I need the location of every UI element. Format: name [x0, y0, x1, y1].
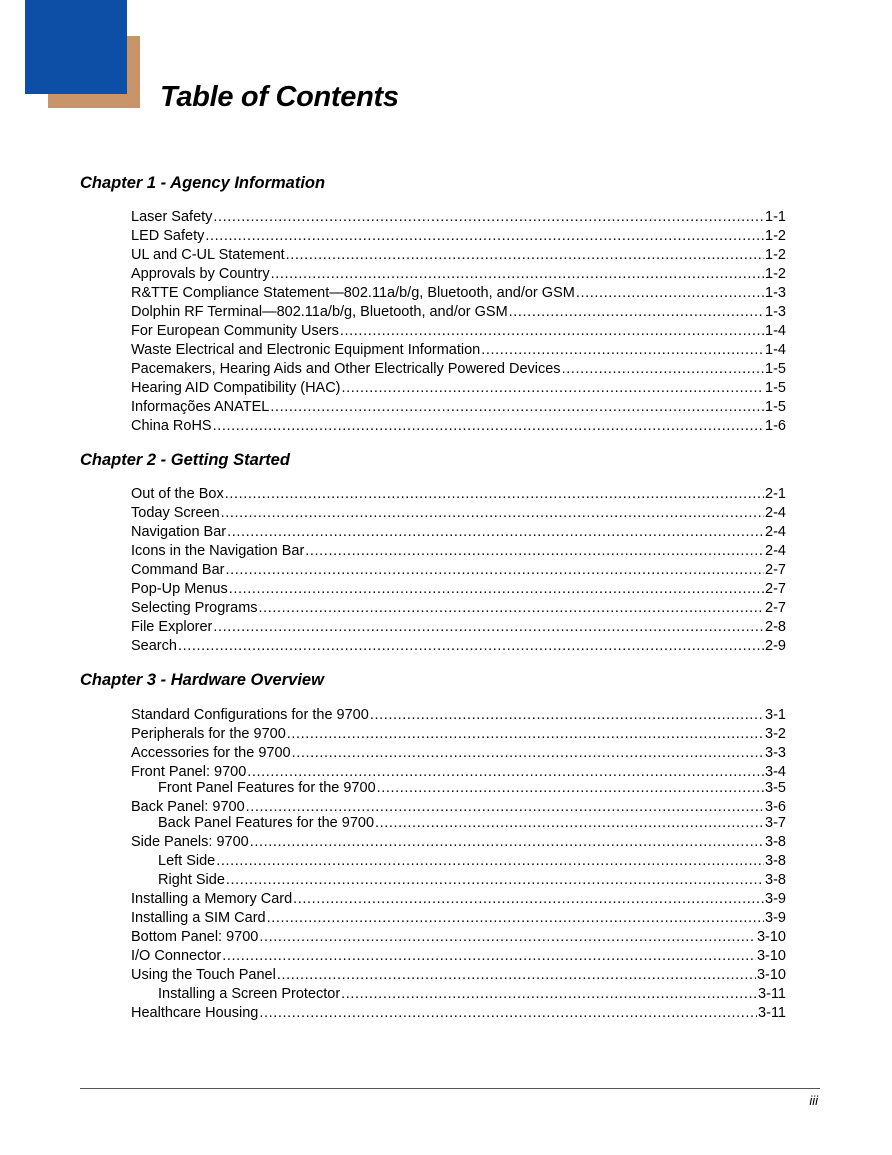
dot-leader	[250, 833, 764, 852]
footer-divider	[80, 1088, 820, 1089]
toc-entry[interactable]	[131, 379, 786, 398]
toc-entry-title: Installing a Screen Protector	[158, 986, 341, 1002]
dot-leader	[259, 1004, 757, 1023]
dot-leader	[287, 725, 764, 744]
toc-entry-page: 2-4	[765, 524, 786, 540]
toc-entry-page: 1-2	[765, 247, 786, 263]
toc-entry-page: 1-4	[765, 323, 786, 339]
toc-entry-title: Healthcare Housing	[131, 1005, 259, 1021]
toc-entry-title: Approvals by Country	[131, 266, 270, 282]
toc-entry[interactable]	[158, 779, 786, 798]
toc-entry-page: 3-3	[765, 745, 786, 761]
toc-entry-title: Pacemakers, Hearing Aids and Other Electrically Powered Devices	[131, 361, 561, 377]
toc-entry-title: Back Panel Features for the 9700	[158, 815, 375, 831]
corner-decoration-blue	[25, 0, 127, 94]
toc-entry-page: 3-4	[765, 764, 786, 780]
toc-entry-page: 3-7	[765, 815, 786, 831]
toc-entry-page: 1-5	[765, 399, 786, 415]
dot-leader	[213, 208, 764, 227]
toc-entry-title: Accessories for the 9700	[131, 745, 291, 761]
toc-entry-page: 3-10	[756, 967, 786, 983]
toc-entry[interactable]	[131, 947, 786, 966]
toc-entry-title: Hearing AID Compatibility (HAC)	[131, 380, 341, 396]
toc-entry[interactable]	[131, 725, 786, 744]
toc-entry-title: Using the Touch Panel	[131, 967, 276, 983]
toc-entry-title: Search	[131, 638, 177, 654]
toc-entry-page: 2-8	[765, 619, 786, 635]
toc-entry[interactable]	[131, 303, 786, 322]
toc-entry-title: Icons in the Navigation Bar	[131, 543, 305, 559]
toc-entry-page: 1-4	[765, 342, 786, 358]
toc-entry-page: 1-3	[765, 285, 786, 301]
footer-page-number: iii	[809, 1093, 818, 1108]
dot-leader	[286, 246, 764, 265]
toc-entry-title: Dolphin RF Terminal—802.11a/b/g, Bluetooth, and/or GSM	[131, 304, 508, 320]
dot-leader	[270, 398, 764, 417]
dot-leader	[259, 928, 756, 947]
toc-entry[interactable]	[131, 417, 786, 436]
toc-entry[interactable]	[131, 341, 786, 360]
toc-entry-page: 3-8	[765, 872, 786, 888]
toc-entry-title: Pop-Up Menus	[131, 581, 228, 597]
toc-entry-title: China RoHS	[131, 418, 212, 434]
dot-leader	[225, 485, 764, 504]
toc-entry-title: LED Safety	[131, 228, 205, 244]
dot-leader	[341, 985, 757, 1004]
toc-entry-page: 3-8	[765, 834, 786, 850]
dot-leader	[205, 227, 764, 246]
toc-entry-title: Today Screen	[131, 505, 220, 521]
toc-entry[interactable]	[131, 485, 786, 504]
toc-entry-page: 3-10	[756, 929, 786, 945]
toc-entry-page: 3-9	[765, 891, 786, 907]
toc-entry-page: 2-7	[765, 600, 786, 616]
toc-entry-page: 3-6	[765, 799, 786, 815]
toc-entry-title: File Explorer	[131, 619, 213, 635]
toc-entry-page: 3-10	[756, 948, 786, 964]
dot-leader	[225, 561, 764, 580]
toc-entry-page: 2-4	[765, 505, 786, 521]
toc-entry[interactable]	[131, 284, 786, 303]
dot-leader	[377, 779, 764, 798]
toc-entry[interactable]	[131, 706, 786, 725]
toc-entry[interactable]	[131, 208, 786, 227]
toc-entry[interactable]	[158, 852, 786, 871]
toc-entry[interactable]	[131, 322, 786, 341]
toc-entry-title: Right Side	[158, 872, 225, 888]
page-title: Table of Contents	[160, 81, 399, 113]
toc-entry-title: Out of the Box	[131, 486, 224, 502]
dot-leader	[509, 303, 764, 322]
toc-entry-title: Left Side	[158, 853, 216, 869]
toc-entry-title: R&TTE Compliance Statement—802.11a/b/g, Bluetooth, and/or GSM	[131, 285, 575, 301]
toc-entry-page: 3-2	[765, 726, 786, 742]
toc-entry-page: 1-2	[765, 266, 786, 282]
toc-entry[interactable]	[131, 398, 786, 417]
toc-entry-page: 1-1	[765, 209, 786, 225]
dot-leader	[267, 909, 764, 928]
toc-entry-title: Peripherals for the 9700	[131, 726, 286, 742]
toc-entry-title: Navigation Bar	[131, 524, 227, 540]
toc-entry[interactable]	[131, 909, 786, 928]
dot-leader	[277, 966, 756, 985]
toc-entry[interactable]	[131, 227, 786, 246]
toc-entry-page: 2-7	[765, 581, 786, 597]
toc-entry-title: UL and C-UL Statement	[131, 247, 285, 263]
toc-entry[interactable]	[158, 871, 786, 890]
toc-entry-page: 1-6	[765, 418, 786, 434]
toc-entry-page: 1-5	[765, 361, 786, 377]
toc-entry[interactable]	[131, 1004, 786, 1023]
chapter-heading-2[interactable]: Chapter 2 - Getting Started	[80, 451, 290, 469]
toc-entry[interactable]	[131, 360, 786, 379]
dot-leader	[222, 947, 756, 966]
toc-entry[interactable]	[131, 966, 786, 985]
toc-entry[interactable]	[158, 985, 786, 1004]
dot-leader	[370, 706, 764, 725]
dot-leader	[375, 814, 764, 833]
toc-entry-title: Bottom Panel: 9700	[131, 929, 259, 945]
toc-entry-title: Informações ANATEL	[131, 399, 270, 415]
toc-entry-title: Command Bar	[131, 562, 225, 578]
toc-entry[interactable]	[131, 618, 786, 637]
toc-entry-title: Standard Configurations for the 9700	[131, 707, 369, 723]
dot-leader	[292, 744, 764, 763]
toc-entry-title: Waste Electrical and Electronic Equipment Information	[131, 342, 481, 358]
toc-entry-page: 1-5	[765, 380, 786, 396]
dot-leader	[305, 542, 764, 561]
dot-leader	[213, 417, 764, 436]
dot-leader	[259, 599, 765, 618]
dot-leader	[562, 360, 764, 379]
toc-entry[interactable]	[131, 928, 786, 947]
toc-entry[interactable]	[131, 561, 786, 580]
toc-entry-page: 1-3	[765, 304, 786, 320]
toc-entry[interactable]	[131, 542, 786, 561]
chapter-heading-3[interactable]: Chapter 3 - Hardware Overview	[80, 671, 324, 689]
toc-entry-page: 2-1	[765, 486, 786, 502]
toc-entry[interactable]	[131, 744, 786, 763]
toc-entry-page: 2-4	[765, 543, 786, 559]
toc-entry[interactable]	[131, 833, 786, 852]
toc-entry-page: 2-7	[765, 562, 786, 578]
toc-entry-title: Selecting Programs	[131, 600, 258, 616]
toc-entry-title: Front Panel Features for the 9700	[158, 780, 376, 796]
toc-entry-title: I/O Connector	[131, 948, 222, 964]
toc-entry[interactable]	[158, 814, 786, 833]
toc-entry-page: 3-9	[765, 910, 786, 926]
toc-entry[interactable]	[131, 890, 786, 909]
dot-leader	[481, 341, 764, 360]
dot-leader	[216, 852, 764, 871]
toc-entry-page: 3-11	[758, 1005, 786, 1021]
toc-entry[interactable]	[131, 265, 786, 284]
toc-entry[interactable]	[131, 504, 786, 523]
dot-leader	[293, 890, 764, 909]
toc-entry[interactable]	[131, 599, 786, 618]
toc-entry-title: Installing a SIM Card	[131, 910, 266, 926]
dot-leader	[221, 504, 764, 523]
toc-entry-page: 3-11	[758, 986, 786, 1002]
toc-entry-page: 3-1	[765, 707, 786, 723]
toc-entry-title: Installing a Memory Card	[131, 891, 293, 907]
dot-leader	[576, 284, 764, 303]
toc-entry[interactable]	[131, 523, 786, 542]
toc-entry-title: Side Panels: 9700	[131, 834, 249, 850]
toc-entry-page: 1-2	[765, 228, 786, 244]
dot-leader	[229, 580, 764, 599]
toc-entry-page: 3-8	[765, 853, 786, 869]
toc-entry[interactable]	[131, 637, 786, 656]
toc-entry-title: For European Community Users	[131, 323, 339, 339]
dot-leader	[342, 379, 765, 398]
dot-leader	[213, 618, 764, 637]
dot-leader	[226, 871, 764, 890]
dot-leader	[178, 637, 764, 656]
chapter-heading-1[interactable]: Chapter 1 - Agency Information	[80, 174, 326, 192]
dot-leader	[271, 265, 764, 284]
toc-entry[interactable]	[131, 580, 786, 599]
dot-leader	[227, 523, 764, 542]
toc-entry-title: Front Panel: 9700	[131, 764, 247, 780]
toc-entry-title: Back Panel: 9700	[131, 799, 245, 815]
toc-entry-page: 3-5	[765, 780, 786, 796]
toc-entry-title: Laser Safety	[131, 209, 213, 225]
toc-entry-page: 2-9	[765, 638, 786, 654]
toc-entry[interactable]	[131, 246, 786, 265]
dot-leader	[340, 322, 764, 341]
